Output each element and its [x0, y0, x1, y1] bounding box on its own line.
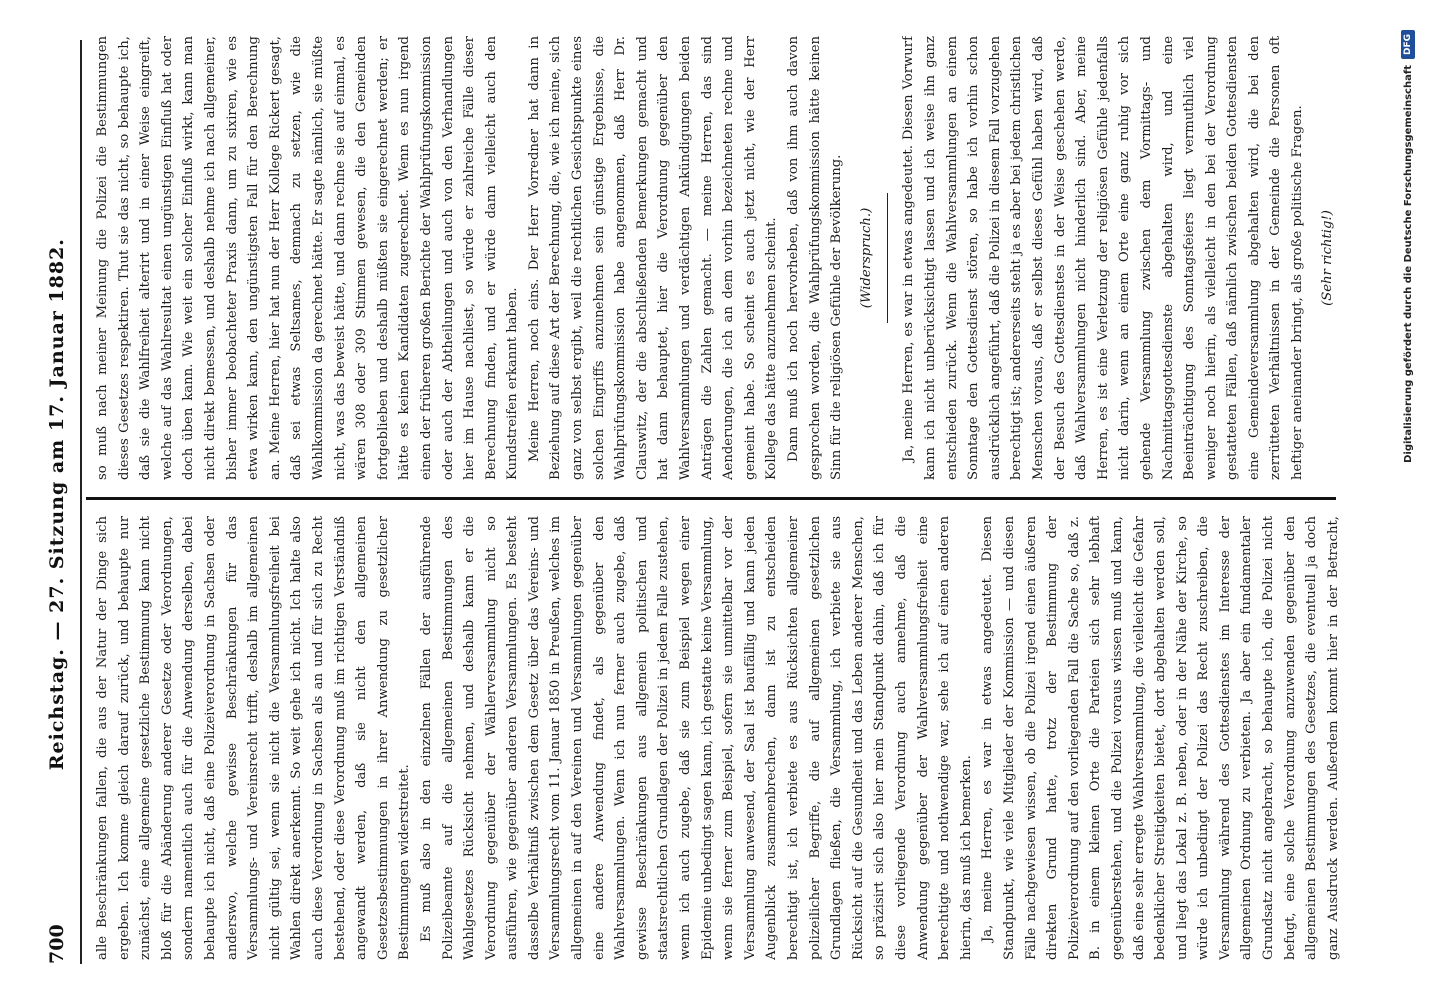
dfg-logo: DFG — [1401, 30, 1415, 59]
header-title: Reichstag. — 27. Sitzung am 17. Januar 1882. — [46, 238, 68, 771]
section-rule — [887, 193, 888, 323]
digitization-credit — [1388, 30, 1428, 980]
left-column — [92, 516, 1342, 960]
paragraph: alle Beschränkungen fallen, die aus der Natur der Dinge sich ergeben. Ich komme gleich darauf zurück, und behaupte nur zunächst, eine allgemeine gesetzliche Bestimmung kann nicht bloß für die Abänderung anderer Gesetze oder Verordnungen, sondern namentlich auch für die Anwendung derselben, dabei behaupte ich nicht, daß eine Polizeiverordnung in Sachsen oder anderswo, welche gewisse Beschränkungen für das Versammlungs- und Vereinsrecht trifft, deshalb im allgemeinen nicht gültig sei, wenn sie nicht die Versammlungsfreiheit bei Wahlen direkt anerkennt. So weit gehe ich nicht. Ich halte also auch diese Verordnung in Sachsen als an und für sich zu Recht bestehend, oder diese Verordnung muß im richtigen Verständniß angewandt werden, daß sie nicht den allgemeinen Gesetzesbestimmungen in ihrer Anwendung zu gesetzlicher Bestimmungen widerstreitet. — [95, 516, 413, 960]
credit-text: Digitalisierung gefördert durch die Deutsche Forschungsgemeinschaft — [1402, 65, 1414, 463]
digitization-credit-line — [1388, 30, 1428, 980]
stage-direction: (Widerspruch.) — [858, 207, 874, 309]
page-number: 700 — [46, 924, 68, 964]
header-rule — [80, 40, 82, 964]
paragraph: Dann muß ich noch hervorheben, daß von ihm auch davon gesprochen worden, die Wahlprüfungskommission hätte keinen Sinn für die religiösen Gefühle der Bevölkerung. — [786, 36, 845, 480]
stage-direction: (Sehr richtig!) — [1319, 210, 1335, 306]
running-header — [40, 44, 74, 964]
paragraph: Ja, meine Herren, es war in etwas angedeutet. Diesen Vorwurf kann ich nicht unberücksichtigt lassen und ich weise ihn ganz entschieden zurück. Wenn die Wahlversammlungen an einem Sonntage den Gottesdienst stören, so habe ich vorhin schon ausdrücklich angeführt, daß die Polizei in diesem Fall vorzugehen berechtigt ist; andererseits steht ja es aber bei jedem christlichen Menschen voraus, daß er selbst dieses Gefühl haben wird, daß der Besuch des Gottesdienstes in der Weise geschehen werde, daß Wahlversammlungen nicht hinderlich sind. Aber, meine Herren, es ist eine Verletzung der religiösen Gefühle jedenfalls nicht darin, wenn an einem Orte eine ganz ruhig vor sich gehende Versammlung zwischen dem Vormittags- und Nachmittagsgottesdienste abgehalten wird, und eine Beeinträchtigung des Sonntagsfeiers liegt vermuthlich viel weniger noch hierin, als vielleicht in den bei der Verordnung gestatteten Fällen, daß nämlich zwischen beiden Gottesdiensten eine Gemeindeversammlung abgehalten wird, die bei den zerrütteten Verhältnissen in der Gemeinde die Personen oft heftiger aneinander bringt, als große politische Fragen. — [901, 36, 1306, 480]
column-divider — [86, 497, 1336, 500]
paragraph: Es muß also in den einzelnen Fällen der ausführende Polizeibeamte auf die allgemeinen Bestimmungen des Wahlgesetzes Rücksicht nehmen, und deshalb kann er die Verordnung gegenüber der Wählerversammlung nicht so ausführen, wie gegenüber anderen Versammlungen. Es besteht dasselbe Verhältniß zwischen dem Gesetz über das Vereins- und Versammlungsrecht vom 11. Januar 1850 in Preußen, welches im allgemeinen in auf den Vereinen und Versammlungen gegenüber eine andere Anwendung findet, als gegenüber den Wahlversammlungen. Wenn ich nun ferner auch zugebe, daß gewisse Beschränkungen aus allgemein politischen und staatsrechtlichen Grundlagen der Polizei in jedem Falle zustehen, wenn ich auch zugebe, daß sie zum Beispiel wegen einer Epidemie unbedingt sagen kann, ich gestatte keine Versammlung, wenn sie ferner zum Beispiel, sofern sie unmittelbar vor der Versammlung anwesend, der Saal ist baufällig und kann jeden Augenblick zusammenbrechen, dann ist zu entscheiden berechtigt ist, ich verbiete es aus Rücksichten allgemeiner polizeilicher Begriffe, die auf allgemeinen gesetzlichen Grundlagen fließen, die Versammlung, ich verbiete sie aus Rücksicht auf die Gesundheit und das Leben anderer Menschen, so präzisirt sich also hier mein Standpunkt dahin, daß ich für diese vorliegende Verordnung auch annehme, daß die Anwendung gegenüber der Wahlversammlungsfreiheit eine berechtigte und nothwendige war, sehe ich auf einen anderen hierin, das muß ich bemerken. — [418, 516, 974, 960]
right-column — [92, 36, 1342, 480]
paragraph: so muß nach meiner Meinung die Polizei die Bestimmungen dieses Gesetzes respektiren. Thut sie das nicht, so behaupte ich, daß sie die Wahlfreiheit alterirt und in einer Weise eingreift, welche auf das Wahlresultat einen ungünstigen Einfluß hat oder doch üben kann. Wie weit ein solcher Einfluß wirkt, kann man nicht direkt bemessen, und deshalb nehme ich nach allgemeiner, bisher immer beobachteter Praxis dann, um zu sixiren, wie es etwa wirken kann, den ungünstigsten Fall für den Berechnung an. Meine Herren, hier hat nun der Herr Kollege Rickert gesagt, daß sei etwas Seltsames, demnach zu setzen, wie die Wahlkommission da gerechnet hätte. Er sagte nämlich, sie müßte nicht, was das beweist hätte, und dann rechne sie auf einmal, es wären 308 oder 309 Stimmen gewesen, die den Gemeinden fortgeblieben und deshalb müßten sie eingerechnet werden; er hätte es keinen Kandidaten zugerechnet. Wenn es nun irgend einen der früheren großen Berichte der Wahlprüfungskommission oder auch der Abtheilungen und auch von den Verhandlungen hier im Hause nachliest, so würde er zahlreiche Fälle dieser Berechnung finden, und er würde dann vielleicht auch den Kundstreifen erkannt haben. — [95, 36, 521, 480]
paragraph: Meine Herren, noch eins. Der Herr Vorredner hat dann in Beziehung auf diese Art der Berechnung, die, wie ich meine, sich ganz von selbst ergibt, weil die rechtlichen Gesichtspunkte eines solchen Eingriffs anzunehmen sein günstige Ergebnisse, die Wahlprüfungskommission habe angenommen, daß Herr Dr. Clauswitz, der die abschließenden Bemerkungen gemacht und hat dann behauptet, hier die Verordnung gegenüber den Wahlversammlungen und verdächtigen Ankündigungen beiden Anträgen die Zahlen gemacht. — meine Herren, das sind Aenderungen, die ich an dem vorhin bezeichneten rechne und gemeint habe. So scheint es auch jetzt nicht, wie der Herr Kollege das hätte anzunehmen scheint. — [526, 36, 780, 480]
paragraph: Ja, meine Herren, es war in etwas angedeutet. Diesen Standpunkt, wie viele Mitglieder der Kommission — und diesen Fälle nachgewiesen wissen, ob die Polizei irgend einen äußeren direkten Grund hatte, trotz der Bestimmung der Polizeiverordnung auf den vorliegenden Fall die Sache so, daß z. B. in einem kleinen Orte die Parteien sich sehr lebhaft gegenüberstehen, und die Polizei voraus wissen muß und kann, daß eine sehr erregte Wahlversammlung, die vielleicht die Gefahr bedenklicher Streitigkeiten bietet, dort abgehalten werden soll, und liegt das Lokal z. B. neben, oder in der Nähe der Kirche, so würde ich unbedingt der Polizei das Recht zuschreiben, die Versammlung während des Gottesdienstes im Interesse der allgemeinen Ordnung zu verbieten. Ja aber ein fundamentaler Grundsatz nicht angebracht, so behaupte ich, die Polizei nicht befugt, eine solche Verordnung anzuwenden gegenüber den allgemeinen Bestimmungen des Gesetzes, die eventuell ja doch ganz Ausdruck werden. Außerdem kommt hier in der Betracht, — [980, 516, 1341, 960]
